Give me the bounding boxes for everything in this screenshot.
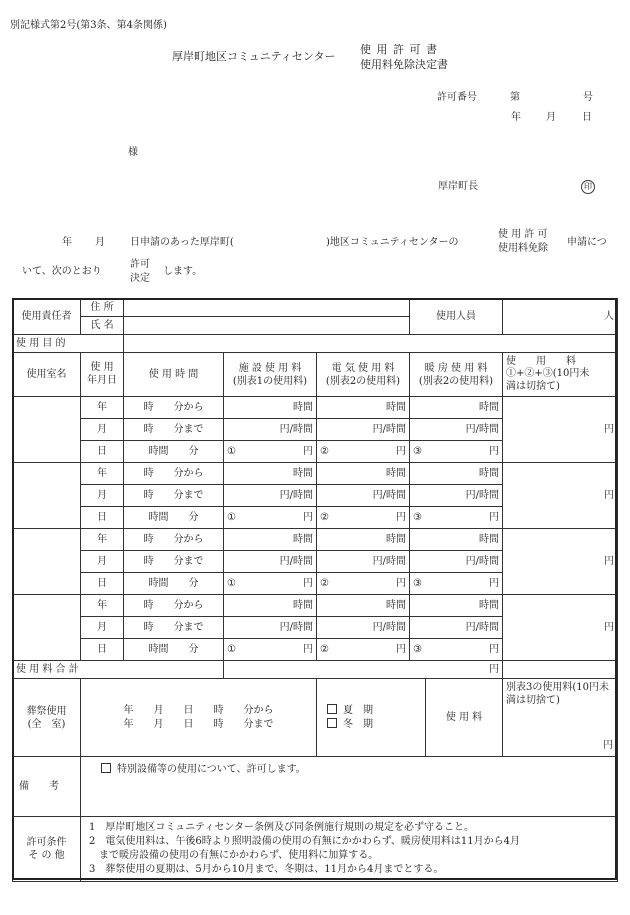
time-cell: 時 分から xyxy=(124,595,224,617)
time-cell: 時間 分 xyxy=(124,507,224,529)
purpose-label: 使 用 目 的 xyxy=(13,335,124,353)
total-label: 使 用 料 合 計 xyxy=(13,661,224,679)
usage-fee-header-3: 満は切捨て) xyxy=(506,380,560,392)
time-cell: 時間 分 xyxy=(124,639,224,661)
people-label: 使用人員 xyxy=(410,299,503,335)
facility-fee-cell xyxy=(224,441,317,463)
funeral-label-2: (全 室) xyxy=(27,718,66,730)
facility-fee-cell xyxy=(224,507,317,529)
circled-number: ② xyxy=(320,643,329,655)
use-options xyxy=(498,228,548,255)
electric-fee-header-2: (別表2の使用料) xyxy=(325,375,401,387)
address-field xyxy=(124,299,410,317)
facility-fee-cell: 時間 xyxy=(224,397,317,419)
conditions-label-2: そ の 他 xyxy=(28,850,65,861)
facility-fee-cell: 時間 xyxy=(224,595,317,617)
yen-unit: 円 xyxy=(303,577,313,589)
date-cell: 年 xyxy=(81,463,124,485)
circled-number: ① xyxy=(227,511,236,523)
usage-fee-yen: 円 xyxy=(503,595,618,661)
circled-number: ③ xyxy=(413,445,422,457)
electric-fee-cell: 円/時間 xyxy=(317,617,410,639)
electric-fee-cell: 円/時間 xyxy=(317,485,410,507)
people-unit: 人 xyxy=(503,299,618,335)
facility-fee-header xyxy=(224,353,317,397)
use-time-header: 使 用 時 間 xyxy=(124,353,224,397)
use-date-header-2: 年月日 xyxy=(87,374,117,386)
name-field xyxy=(124,317,410,335)
name-label: 氏 名 xyxy=(81,317,124,335)
heating-fee-cell: 円/時間 xyxy=(410,617,503,639)
heating-fee-cell: 円/時間 xyxy=(410,485,503,507)
remarks-text: 特別設備等の使用について、許可します。 xyxy=(117,764,306,775)
circled-number: ② xyxy=(320,577,329,589)
issuer: 厚岸町長 xyxy=(438,181,478,192)
addressee-suffix: 様 xyxy=(128,147,138,158)
summer-checkbox[interactable] xyxy=(327,704,337,714)
heating-fee-cell: 時間 xyxy=(410,595,503,617)
time-cell: 時 分まで xyxy=(124,551,224,573)
use-option-exemption: 使用料免除 xyxy=(498,242,548,254)
time-cell: 時 分から xyxy=(124,529,224,551)
facility-fee-cell: 円/時間 xyxy=(224,617,317,639)
electric-fee-cell xyxy=(317,441,410,463)
closing-text: します。 xyxy=(163,266,203,277)
facility-fee-cell: 円/時間 xyxy=(224,551,317,573)
decision-option-permit: 許可 xyxy=(130,259,150,270)
yen-unit: 円 xyxy=(489,577,500,589)
use-date-header-1: 使 用 xyxy=(90,362,114,373)
date-cell: 年 xyxy=(81,529,124,551)
time-cell: 時間 分 xyxy=(124,573,224,595)
heating-fee-cell: 時間 xyxy=(410,397,503,419)
electric-fee-cell: 円/時間 xyxy=(317,551,410,573)
time-cell: 時間 分 xyxy=(124,441,224,463)
facility-fee-cell: 時間 xyxy=(224,463,317,485)
remarks-cell xyxy=(81,757,618,817)
usage-table xyxy=(12,298,618,882)
usage-fee-header-1: 使 用 料 xyxy=(506,355,577,367)
usage-fee-yen: 円 xyxy=(503,529,618,595)
circled-number: ② xyxy=(320,445,329,457)
electric-fee-cell xyxy=(317,573,410,595)
electric-fee-cell xyxy=(317,639,410,661)
condition-1: 1 厚岸町地区コミュニティセンター条例及び同条例施行規則の規定を必ず守ること。 xyxy=(89,822,474,833)
heating-fee-cell: 円/時間 xyxy=(410,551,503,573)
form-label: 別記様式第2号(第3条、第4条関係) xyxy=(10,20,167,31)
date-cell: 日 xyxy=(81,639,124,661)
yen-unit: 円 xyxy=(303,511,313,523)
issue-date-month: 月 xyxy=(546,112,556,123)
room-name-cell xyxy=(13,595,81,661)
use-option-permit: 使 用 許 可 xyxy=(498,229,548,240)
time-cell: 時 分から xyxy=(124,397,224,419)
facility-fee-cell xyxy=(224,573,317,595)
electric-fee-header xyxy=(317,353,410,397)
date-cell: 月 xyxy=(81,551,124,573)
usage-fee-yen: 円 xyxy=(503,397,618,463)
funeral-yen: 円 xyxy=(603,740,614,751)
circled-number: ③ xyxy=(413,643,422,655)
electric-fee-cell: 時間 xyxy=(317,595,410,617)
circled-number: ③ xyxy=(413,577,422,589)
doc-title-permit: 使 用 許 可 書 xyxy=(360,43,438,56)
time-cell: 時 分から xyxy=(124,463,224,485)
issue-date-day: 日 xyxy=(582,112,592,123)
request-text: 申請につ xyxy=(567,237,607,248)
issue-date-year: 年 xyxy=(511,112,521,123)
facility-fee-header-2: (別表1の使用料) xyxy=(232,375,308,387)
date-cell: 年 xyxy=(81,595,124,617)
condition-2-cont: まで暖房設備の使用の有無にかかわらず、使用料に加算する。 xyxy=(89,850,379,861)
applied-year: 年 xyxy=(62,237,72,248)
remarks-checkbox[interactable] xyxy=(101,763,111,773)
condition-2: 2 電気使用料は、午後6時より照明設備の使用の有無にかかわらず、暖房使用料は11月から4月 xyxy=(89,836,521,847)
electric-fee-header-1: 電 気 使 用 料 xyxy=(331,362,395,374)
yen-unit: 円 xyxy=(396,577,407,589)
seal-icon: 印 xyxy=(581,180,595,194)
circled-number: ① xyxy=(227,577,236,589)
usage-fee-header xyxy=(503,353,618,397)
funeral-fee-label: 使 用 料 xyxy=(425,679,502,756)
total-fill xyxy=(503,661,618,679)
season-options xyxy=(317,704,425,732)
date-cell: 日 xyxy=(81,573,124,595)
funeral-from: 年 月 日 時 分から xyxy=(123,705,274,716)
heating-fee-header-2: (別表2の使用料) xyxy=(418,375,494,387)
room-name-cell xyxy=(13,529,81,595)
heating-fee-header-1: 暖 房 使 用 料 xyxy=(424,362,488,374)
heating-fee-cell xyxy=(410,573,503,595)
purpose-field xyxy=(124,335,618,353)
circled-number: ① xyxy=(227,643,236,655)
winter-checkbox[interactable] xyxy=(327,718,337,728)
address-label: 住 所 xyxy=(81,299,124,317)
yen-unit: 円 xyxy=(396,511,407,523)
time-cell: 時 分まで xyxy=(124,485,224,507)
doc-title-exemption: 使用料免除決定書 xyxy=(360,57,448,71)
conditions-label-1: 許可条件 xyxy=(26,837,67,848)
heating-fee-cell: 円/時間 xyxy=(410,419,503,441)
electric-fee-cell: 円/時間 xyxy=(317,419,410,441)
funeral-label-1: 葬祭使用 xyxy=(26,705,67,717)
time-cell: 時 分まで xyxy=(124,617,224,639)
decision-option-decide: 決定 xyxy=(130,272,150,284)
funeral-to: 年 月 日 時 分まで xyxy=(123,718,274,730)
center-text: )地区コミュニティセンターの xyxy=(326,237,459,248)
electric-fee-cell: 時間 xyxy=(317,397,410,419)
use-date-header xyxy=(81,353,124,397)
time-cell: 時 分まで xyxy=(124,419,224,441)
yen-unit: 円 xyxy=(303,643,313,655)
summer-label: 夏 期 xyxy=(343,704,373,716)
condition-3: 3 葬祭使用の夏期は、5月から10月まで、冬期は、11月から4月までとする。 xyxy=(89,864,444,875)
funeral-fee-cell xyxy=(503,679,618,757)
usage-fee-header-2: ①+②+③(10円未 xyxy=(506,368,590,380)
total-yen: 円 xyxy=(224,661,503,679)
funeral-period xyxy=(81,679,317,757)
line2-text: いて、次のとおり xyxy=(22,266,102,277)
date-cell: 日 xyxy=(81,441,124,463)
room-label: 使用室名 xyxy=(13,353,81,397)
heating-fee-cell xyxy=(410,441,503,463)
permit-number-dai: 第 xyxy=(510,92,520,103)
facility-fee-header-1: 施 設 使 用 料 xyxy=(238,362,302,374)
yen-unit: 円 xyxy=(396,445,407,457)
yen-unit: 円 xyxy=(303,445,313,457)
seal-mark xyxy=(581,180,595,194)
room-name-cell xyxy=(13,463,81,529)
date-cell: 日 xyxy=(81,507,124,529)
room-name-cell xyxy=(13,397,81,463)
conditions-cell xyxy=(81,817,618,882)
funeral-fee-note: 別表3の使用料(10円未満は切捨て) xyxy=(506,682,610,706)
remarks-label: 備 考 xyxy=(13,757,81,817)
date-cell: 月 xyxy=(81,617,124,639)
facility-fee-cell: 円/時間 xyxy=(224,419,317,441)
yen-unit: 円 xyxy=(489,511,500,523)
applied-month: 月 xyxy=(95,237,105,248)
circled-number: ① xyxy=(227,445,236,457)
center-name: 厚岸町地区コミュニティセンター xyxy=(172,50,336,63)
yen-unit: 円 xyxy=(489,643,500,655)
date-cell: 年 xyxy=(81,397,124,419)
winter-label: 冬 期 xyxy=(343,718,373,730)
doc-title xyxy=(360,43,448,73)
circled-number: ② xyxy=(320,511,329,523)
heating-fee-cell: 時間 xyxy=(410,463,503,485)
responsible-label: 使用責任者 xyxy=(13,299,81,335)
applied-text: 日申請のあった厚岸町( xyxy=(130,237,234,248)
conditions-label xyxy=(13,817,81,882)
electric-fee-cell xyxy=(317,507,410,529)
usage-fee-yen: 円 xyxy=(503,463,618,529)
heating-fee-cell xyxy=(410,639,503,661)
date-cell: 月 xyxy=(81,485,124,507)
electric-fee-cell: 時間 xyxy=(317,463,410,485)
heating-fee-cell: 時間 xyxy=(410,529,503,551)
yen-unit: 円 xyxy=(396,643,407,655)
permit-number-label: 許可番号 xyxy=(437,92,477,103)
heating-fee-header xyxy=(410,353,503,397)
facility-fee-cell: 円/時間 xyxy=(224,485,317,507)
electric-fee-cell: 時間 xyxy=(317,529,410,551)
decision-options xyxy=(130,258,150,285)
facility-fee-cell: 時間 xyxy=(224,529,317,551)
funeral-season-cell xyxy=(317,679,503,757)
facility-fee-cell xyxy=(224,639,317,661)
funeral-label xyxy=(13,679,81,757)
circled-number: ③ xyxy=(413,511,422,523)
permit-number-go: 号 xyxy=(583,92,593,103)
heating-fee-cell xyxy=(410,507,503,529)
date-cell: 月 xyxy=(81,419,124,441)
yen-unit: 円 xyxy=(489,445,500,457)
